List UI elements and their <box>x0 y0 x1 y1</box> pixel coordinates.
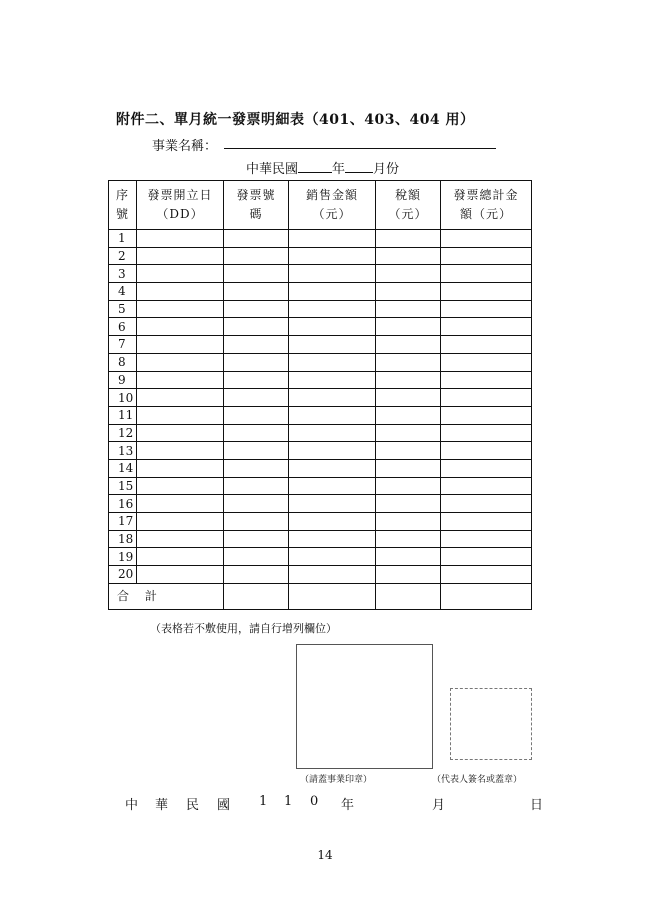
company-seal-caption: （請蓋事業印章） <box>300 775 373 785</box>
month-blank[interactable] <box>345 160 373 173</box>
table-cell[interactable] <box>441 353 532 371</box>
table-cell[interactable] <box>441 424 532 442</box>
table-cell[interactable] <box>224 477 289 495</box>
table-cell[interactable] <box>376 406 441 424</box>
table-cell[interactable] <box>376 389 441 407</box>
table-row <box>109 477 532 495</box>
table-row <box>109 353 532 371</box>
table-cell[interactable] <box>137 513 224 531</box>
table-cell[interactable] <box>441 230 532 248</box>
column-header <box>137 181 224 230</box>
period-prefix: 中華民國 <box>246 162 299 177</box>
table-cell[interactable] <box>289 300 376 318</box>
table-cell[interactable] <box>289 566 376 584</box>
table-row <box>109 230 532 248</box>
table-cell[interactable] <box>376 548 441 566</box>
column-header-line: （DD） <box>156 207 204 221</box>
table-cell[interactable] <box>289 230 376 248</box>
row-number: 5 <box>109 300 137 318</box>
row-number: 8 <box>109 353 137 371</box>
table-cell[interactable] <box>289 353 376 371</box>
table-cell[interactable] <box>441 495 532 513</box>
total-cell[interactable] <box>441 583 532 609</box>
column-header <box>109 181 137 230</box>
table-cell[interactable] <box>376 495 441 513</box>
table-cell[interactable] <box>376 477 441 495</box>
table-row <box>109 424 532 442</box>
table-cell[interactable] <box>137 442 224 460</box>
table-cell[interactable] <box>224 247 289 265</box>
table-cell[interactable] <box>224 495 289 513</box>
table-cell[interactable] <box>224 230 289 248</box>
table-cell[interactable] <box>289 283 376 301</box>
table-header-row <box>109 181 532 230</box>
table-cell[interactable] <box>376 300 441 318</box>
representative-seal-caption: （代表人簽名或蓋章） <box>432 775 523 785</box>
table-cell[interactable] <box>137 566 224 584</box>
row-number: 18 <box>109 530 137 548</box>
table-cell[interactable] <box>441 530 532 548</box>
table-cell[interactable] <box>137 389 224 407</box>
column-header <box>289 181 376 230</box>
table-row <box>109 530 532 548</box>
row-number: 16 <box>109 495 137 513</box>
table-cell[interactable] <box>376 513 441 531</box>
column-header-line: 發票開立日 <box>147 188 213 202</box>
table-cell[interactable] <box>137 371 224 389</box>
table-cell[interactable] <box>376 442 441 460</box>
table-cell[interactable] <box>289 336 376 354</box>
table-cell[interactable] <box>137 300 224 318</box>
table-cell[interactable] <box>441 300 532 318</box>
page-number: 14 <box>317 848 333 862</box>
table-cell[interactable] <box>137 230 224 248</box>
business-name-field[interactable] <box>224 148 496 149</box>
table-cell[interactable] <box>376 265 441 283</box>
table-cell[interactable] <box>289 389 376 407</box>
table-cell[interactable] <box>289 548 376 566</box>
table-cell[interactable] <box>137 318 224 336</box>
period-month-suffix: 月份 <box>373 162 400 177</box>
table-body <box>109 230 532 610</box>
invoice-detail-table <box>108 180 532 610</box>
table-cell[interactable] <box>376 283 441 301</box>
table-cell[interactable] <box>289 495 376 513</box>
table-cell[interactable] <box>441 247 532 265</box>
table-row <box>109 318 532 336</box>
table-cell[interactable] <box>137 459 224 477</box>
table-cell[interactable] <box>376 424 441 442</box>
column-header-line: 號 <box>115 207 129 221</box>
table-cell[interactable] <box>137 336 224 354</box>
table-cell[interactable] <box>441 283 532 301</box>
column-header-line: 發票總計金 <box>453 188 519 202</box>
total-cell[interactable] <box>289 583 376 609</box>
table-cell[interactable] <box>137 495 224 513</box>
row-number: 4 <box>109 283 137 301</box>
business-name-label: 事業名稱： <box>152 139 218 154</box>
date-day-label: 日 <box>530 798 544 813</box>
table-cell[interactable] <box>224 300 289 318</box>
table-note: （表格若不敷使用，請自行增列欄位） <box>150 622 337 635</box>
row-number: 11 <box>109 406 137 424</box>
table-row <box>109 389 532 407</box>
table-cell[interactable] <box>289 424 376 442</box>
table-cell[interactable] <box>441 371 532 389</box>
row-number: 14 <box>109 459 137 477</box>
table-cell[interactable] <box>224 265 289 283</box>
table-cell[interactable] <box>289 318 376 336</box>
table-cell[interactable] <box>224 389 289 407</box>
column-header-line: 發票號 <box>236 188 276 202</box>
table-cell[interactable] <box>376 530 441 548</box>
table-cell[interactable] <box>224 548 289 566</box>
column-header-line: 銷售金額 <box>305 188 358 202</box>
table-cell[interactable] <box>289 371 376 389</box>
table-cell[interactable] <box>137 424 224 442</box>
table-cell[interactable] <box>289 513 376 531</box>
table-cell[interactable] <box>224 442 289 460</box>
period-year-suffix: 年 <box>332 162 346 177</box>
table-cell[interactable] <box>137 548 224 566</box>
row-number: 7 <box>109 336 137 354</box>
total-label: 合 計 <box>109 583 224 609</box>
total-row <box>109 583 532 609</box>
row-number: 6 <box>109 318 137 336</box>
table-cell[interactable] <box>289 459 376 477</box>
table-cell[interactable] <box>289 530 376 548</box>
total-cell[interactable] <box>376 583 441 609</box>
column-header-line: 碼 <box>249 207 263 221</box>
date-char: 中 <box>125 798 139 813</box>
roc-date-line <box>125 794 545 814</box>
table-cell[interactable] <box>441 566 532 584</box>
table-cell[interactable] <box>441 406 532 424</box>
row-number: 10 <box>109 389 137 407</box>
date-char: 國 <box>217 798 231 813</box>
table-row <box>109 336 532 354</box>
table-cell[interactable] <box>376 566 441 584</box>
row-number: 9 <box>109 371 137 389</box>
table-cell[interactable] <box>224 318 289 336</box>
column-header <box>441 181 532 230</box>
date-char: 民 <box>186 798 200 813</box>
table-cell[interactable] <box>376 318 441 336</box>
table-cell[interactable] <box>376 371 441 389</box>
table-cell[interactable] <box>376 230 441 248</box>
table-cell[interactable] <box>137 406 224 424</box>
table-cell[interactable] <box>289 442 376 460</box>
table-cell[interactable] <box>224 566 289 584</box>
period-line <box>246 158 399 177</box>
table-cell[interactable] <box>137 283 224 301</box>
table-cell[interactable] <box>224 459 289 477</box>
table-cell[interactable] <box>289 477 376 495</box>
table-cell[interactable] <box>376 353 441 371</box>
table-row <box>109 566 532 584</box>
table-cell[interactable] <box>376 459 441 477</box>
table-row <box>109 265 532 283</box>
table-row <box>109 283 532 301</box>
date-digit: 1 <box>284 794 293 809</box>
column-header-line: （元） <box>388 207 428 221</box>
table-row <box>109 442 532 460</box>
table-cell[interactable] <box>289 247 376 265</box>
table-cell[interactable] <box>224 371 289 389</box>
representative-seal-box[interactable] <box>450 688 532 760</box>
date-digit: 0 <box>310 794 319 809</box>
table-row <box>109 548 532 566</box>
row-number: 15 <box>109 477 137 495</box>
table-cell[interactable] <box>137 477 224 495</box>
table-cell[interactable] <box>137 265 224 283</box>
year-blank[interactable] <box>298 160 332 173</box>
table-row <box>109 495 532 513</box>
column-header <box>224 181 289 230</box>
row-number: 1 <box>109 230 137 248</box>
table-cell[interactable] <box>441 459 532 477</box>
table-cell[interactable] <box>224 336 289 354</box>
table-cell[interactable] <box>441 318 532 336</box>
table-cell[interactable] <box>224 424 289 442</box>
table-cell[interactable] <box>137 530 224 548</box>
date-digit: 1 <box>259 794 268 809</box>
table-cell[interactable] <box>376 336 441 354</box>
table-cell[interactable] <box>441 513 532 531</box>
table-cell[interactable] <box>441 265 532 283</box>
row-number: 13 <box>109 442 137 460</box>
table-cell[interactable] <box>137 247 224 265</box>
table-cell[interactable] <box>376 247 441 265</box>
table-row <box>109 300 532 318</box>
table-row <box>109 459 532 477</box>
row-number: 17 <box>109 513 137 531</box>
total-cell[interactable] <box>224 583 289 609</box>
table-cell[interactable] <box>441 336 532 354</box>
column-header-line: （元） <box>312 207 352 221</box>
table-cell[interactable] <box>441 548 532 566</box>
date-year-label: 年 <box>341 798 355 813</box>
company-seal-box[interactable] <box>296 644 433 769</box>
table-row <box>109 513 532 531</box>
row-number: 12 <box>109 424 137 442</box>
table-cell[interactable] <box>137 353 224 371</box>
date-char: 華 <box>155 798 169 813</box>
table-row <box>109 247 532 265</box>
table-cell[interactable] <box>224 513 289 531</box>
table-row <box>109 406 532 424</box>
table-cell[interactable] <box>441 442 532 460</box>
column-header-line: 額（元） <box>459 207 512 221</box>
table-cell[interactable] <box>289 406 376 424</box>
table-cell[interactable] <box>441 477 532 495</box>
table-cell[interactable] <box>224 283 289 301</box>
table-cell[interactable] <box>441 389 532 407</box>
row-number: 19 <box>109 548 137 566</box>
row-number: 20 <box>109 566 137 584</box>
row-number: 2 <box>109 247 137 265</box>
row-number: 3 <box>109 265 137 283</box>
table-cell[interactable] <box>224 353 289 371</box>
document-title: 附件二、單月統一發票明細表（401、403、404 用） <box>116 112 475 128</box>
date-month-label: 月 <box>432 798 446 813</box>
column-header-line: 稅額 <box>394 188 421 202</box>
table-cell[interactable] <box>224 406 289 424</box>
column-header <box>376 181 441 230</box>
table-cell[interactable] <box>289 265 376 283</box>
column-header-line: 序 <box>115 188 129 202</box>
table-row <box>109 371 532 389</box>
table-cell[interactable] <box>224 530 289 548</box>
